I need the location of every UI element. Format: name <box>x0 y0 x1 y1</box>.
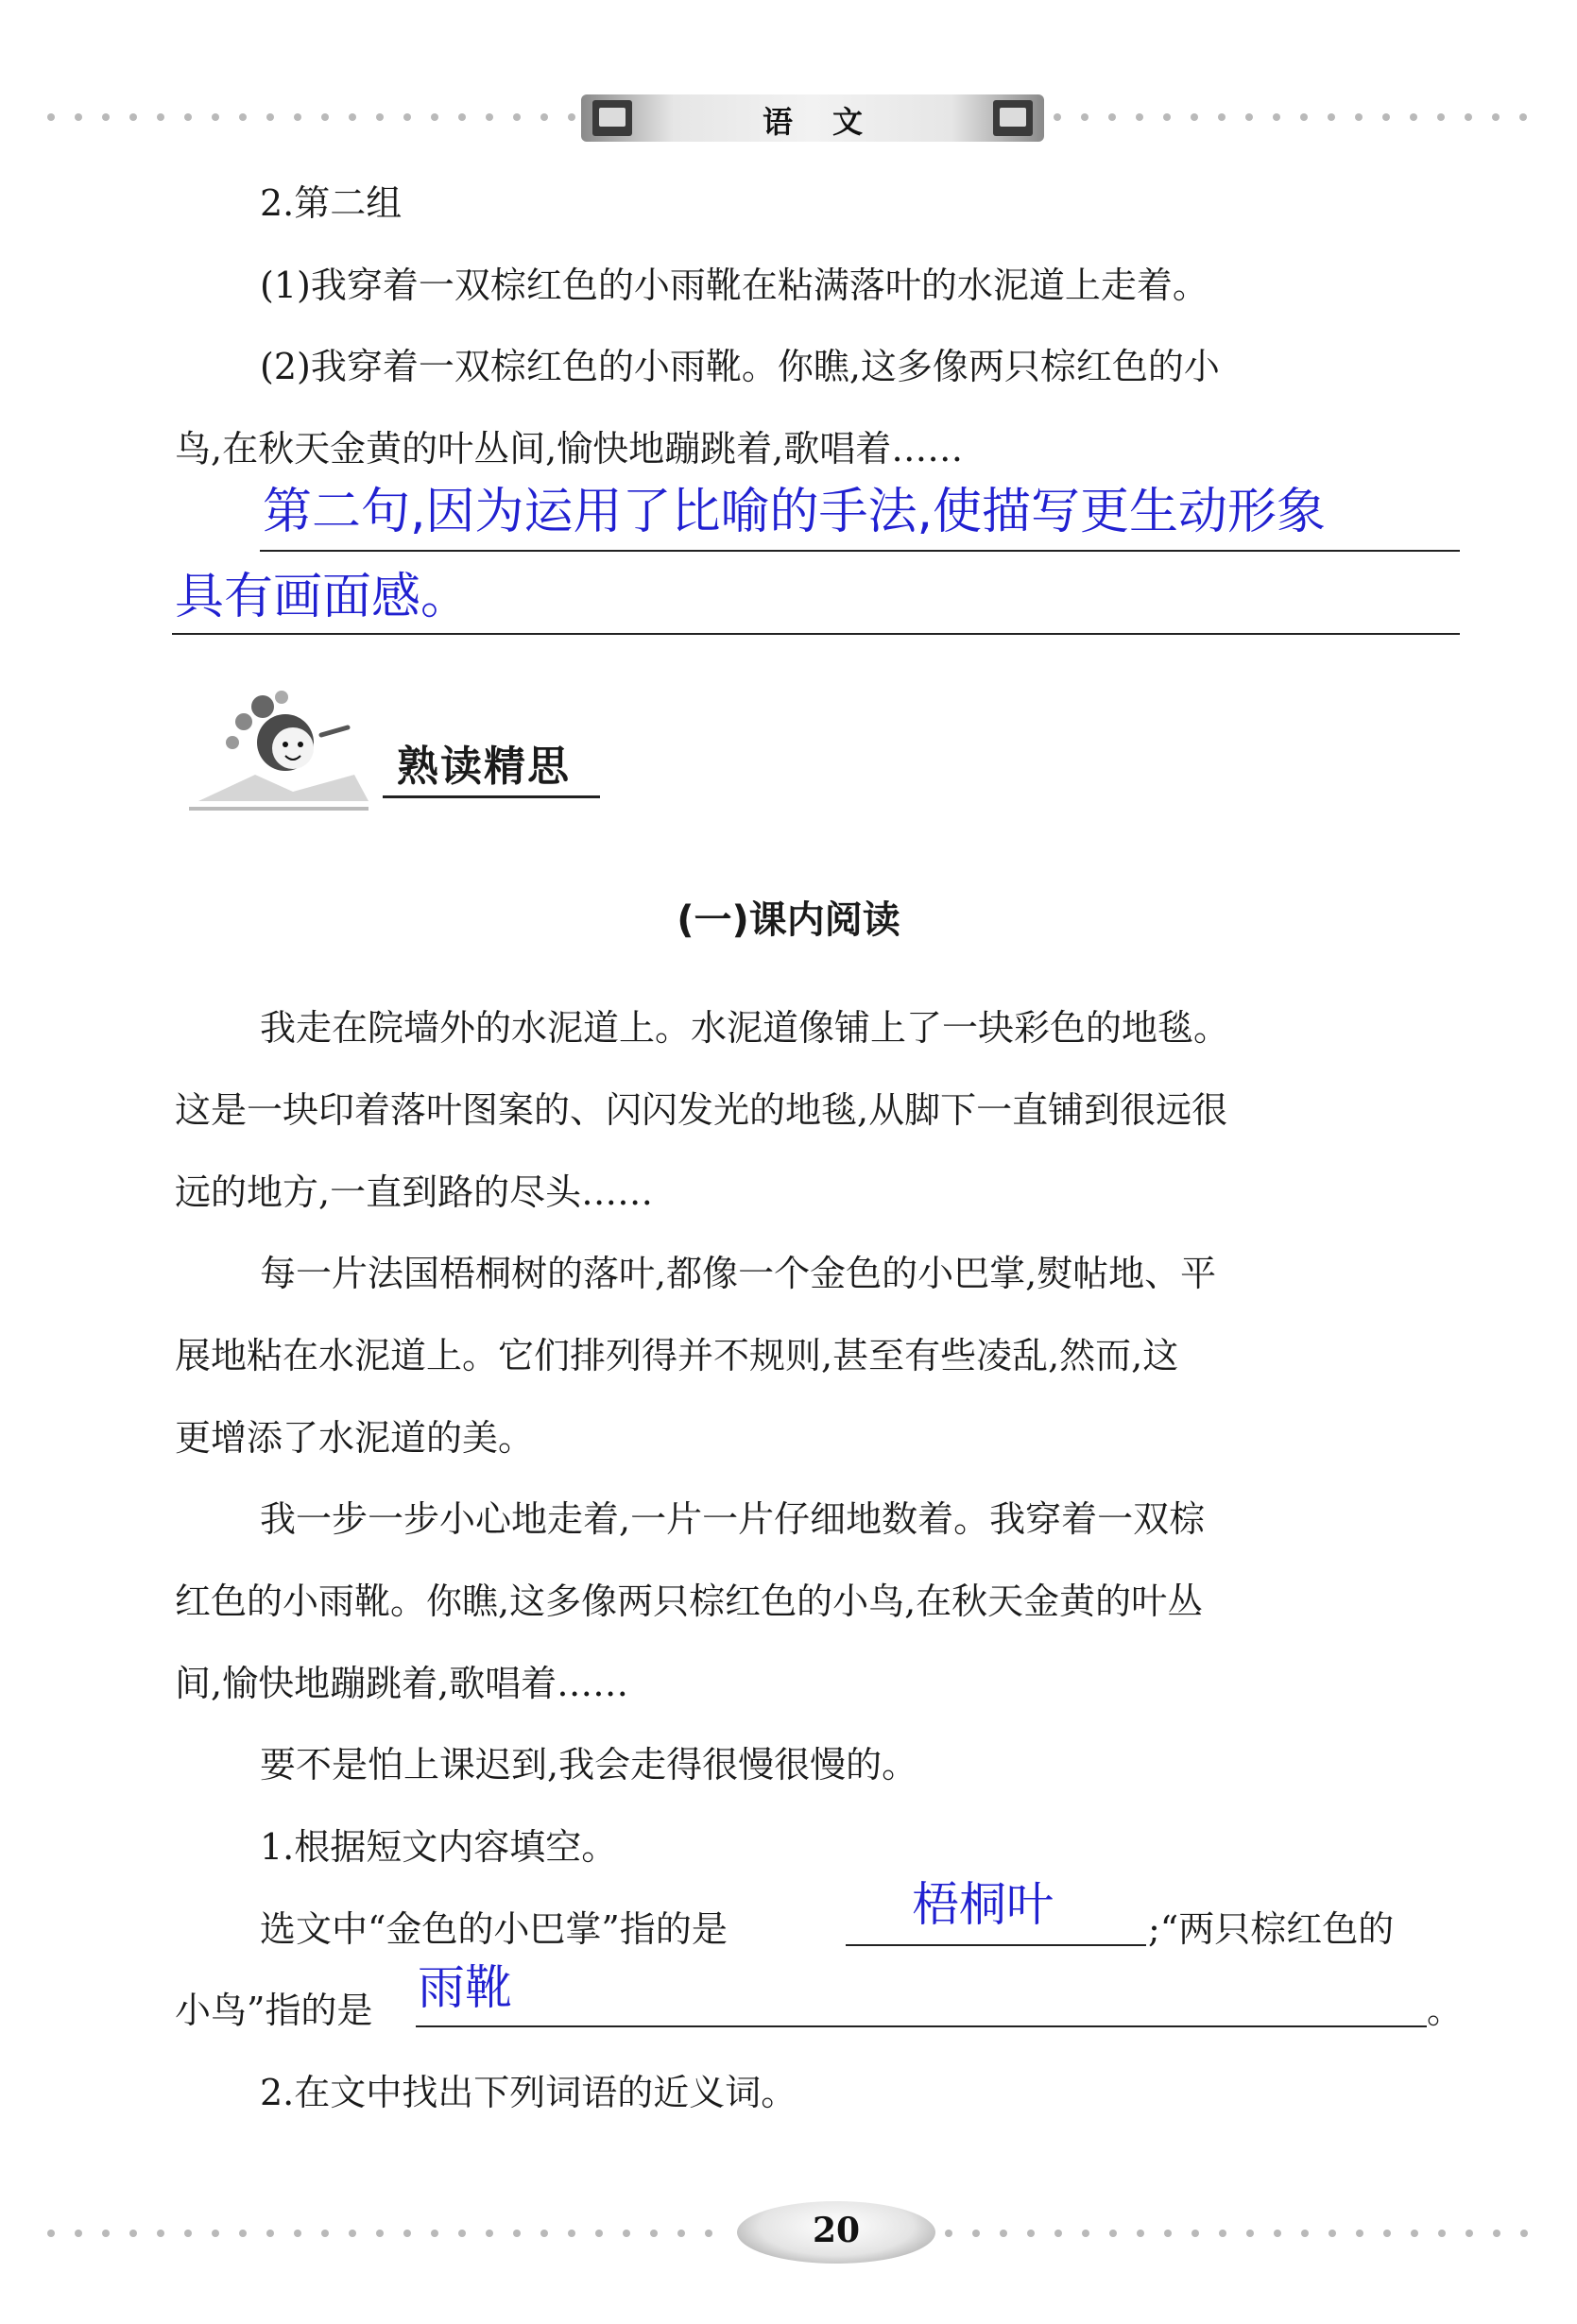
option-two-line2: 鸟,在秋天金黄的叶丛间,愉快地蹦跳着,歌唱着…… <box>175 428 964 470</box>
passage-p3-l3: 间,愉快地蹦跳着,歌唱着…… <box>175 1663 629 1704</box>
header-dots-left <box>47 113 576 123</box>
footer-dots-left <box>47 2230 728 2239</box>
question-two-label: 2.在文中找出下列词语的近义词。 <box>260 2072 797 2113</box>
header-banner <box>581 94 1044 142</box>
question-one-label: 1.根据短文内容填空。 <box>260 1826 618 1868</box>
blank-one-underline <box>846 1944 1146 1946</box>
footer-dots-right <box>945 2230 1540 2239</box>
question-one-text-b: ;“两只棕红色的 <box>1148 1908 1395 1950</box>
passage-p1-l2: 这是一块印着落叶图案的、闪闪发光的地毯,从脚下一直铺到很远很 <box>175 1089 1228 1131</box>
passage-p3-l1: 我一步一步小心地走着,一片一片仔细地数着。我穿着一双棕 <box>260 1498 1206 1540</box>
header-dots-right <box>1054 113 1545 123</box>
book-stack-icon <box>993 100 1033 136</box>
blank-two-underline <box>416 2025 1427 2027</box>
question-one-text-c: 小鸟”指的是 <box>175 1990 373 2031</box>
page-number-badge <box>737 2201 935 2264</box>
subject-title: 语文 <box>762 104 902 140</box>
girl-reading-icon <box>180 680 378 812</box>
option-one: (1)我穿着一双棕红色的小雨靴在粘满落叶的水泥道上走着。 <box>260 265 1208 306</box>
sub-heading: (一)课内阅读 <box>677 898 900 942</box>
passage-p2-l1: 每一片法国梧桐树的落叶,都像一个金色的小巴掌,熨帖地、平 <box>260 1253 1217 1294</box>
page-number: 20 <box>812 2211 861 2250</box>
passage-p4-l1: 要不是怕上课迟到,我会走得很慢很慢的。 <box>260 1744 918 1786</box>
passage-p2-l3: 更增添了水泥道的美。 <box>175 1417 535 1459</box>
section-title-underline <box>383 795 600 798</box>
passage-p1-l3: 远的地方,一直到路的尽头…… <box>175 1171 654 1213</box>
blank-two-answer[interactable]: 雨靴 <box>418 1960 512 2015</box>
question-one-end: 。 <box>1427 1990 1464 2031</box>
section-title: 熟读精思 <box>397 743 571 791</box>
answer-line1: 第二句,因为运用了比喻的手法,使描写更生动形象 <box>263 484 1327 540</box>
item-label: 2.第二组 <box>260 182 403 224</box>
option-two-line1: (2)我穿着一双棕红色的小雨靴。你瞧,这多像两只棕红色的小 <box>260 346 1220 387</box>
question-one-text-a: 选文中“金色的小巴掌”指的是 <box>260 1908 728 1950</box>
answer-underline2 <box>172 633 1460 635</box>
passage-p1-l1: 我走在院墙外的水泥道上。水泥道像铺上了一块彩色的地毯。 <box>260 1007 1230 1049</box>
passage-p3-l2: 红色的小雨靴。你瞧,这多像两只棕红色的小鸟,在秋天金黄的叶丛 <box>175 1581 1204 1622</box>
answer-underline1 <box>260 550 1460 552</box>
answer-line2: 具有画面感。 <box>175 569 471 625</box>
passage-p2-l2: 展地粘在水泥道上。它们排列得并不规则,甚至有些凌乱,然而,这 <box>175 1335 1179 1376</box>
blank-one-answer[interactable]: 梧桐叶 <box>912 1877 1054 1932</box>
